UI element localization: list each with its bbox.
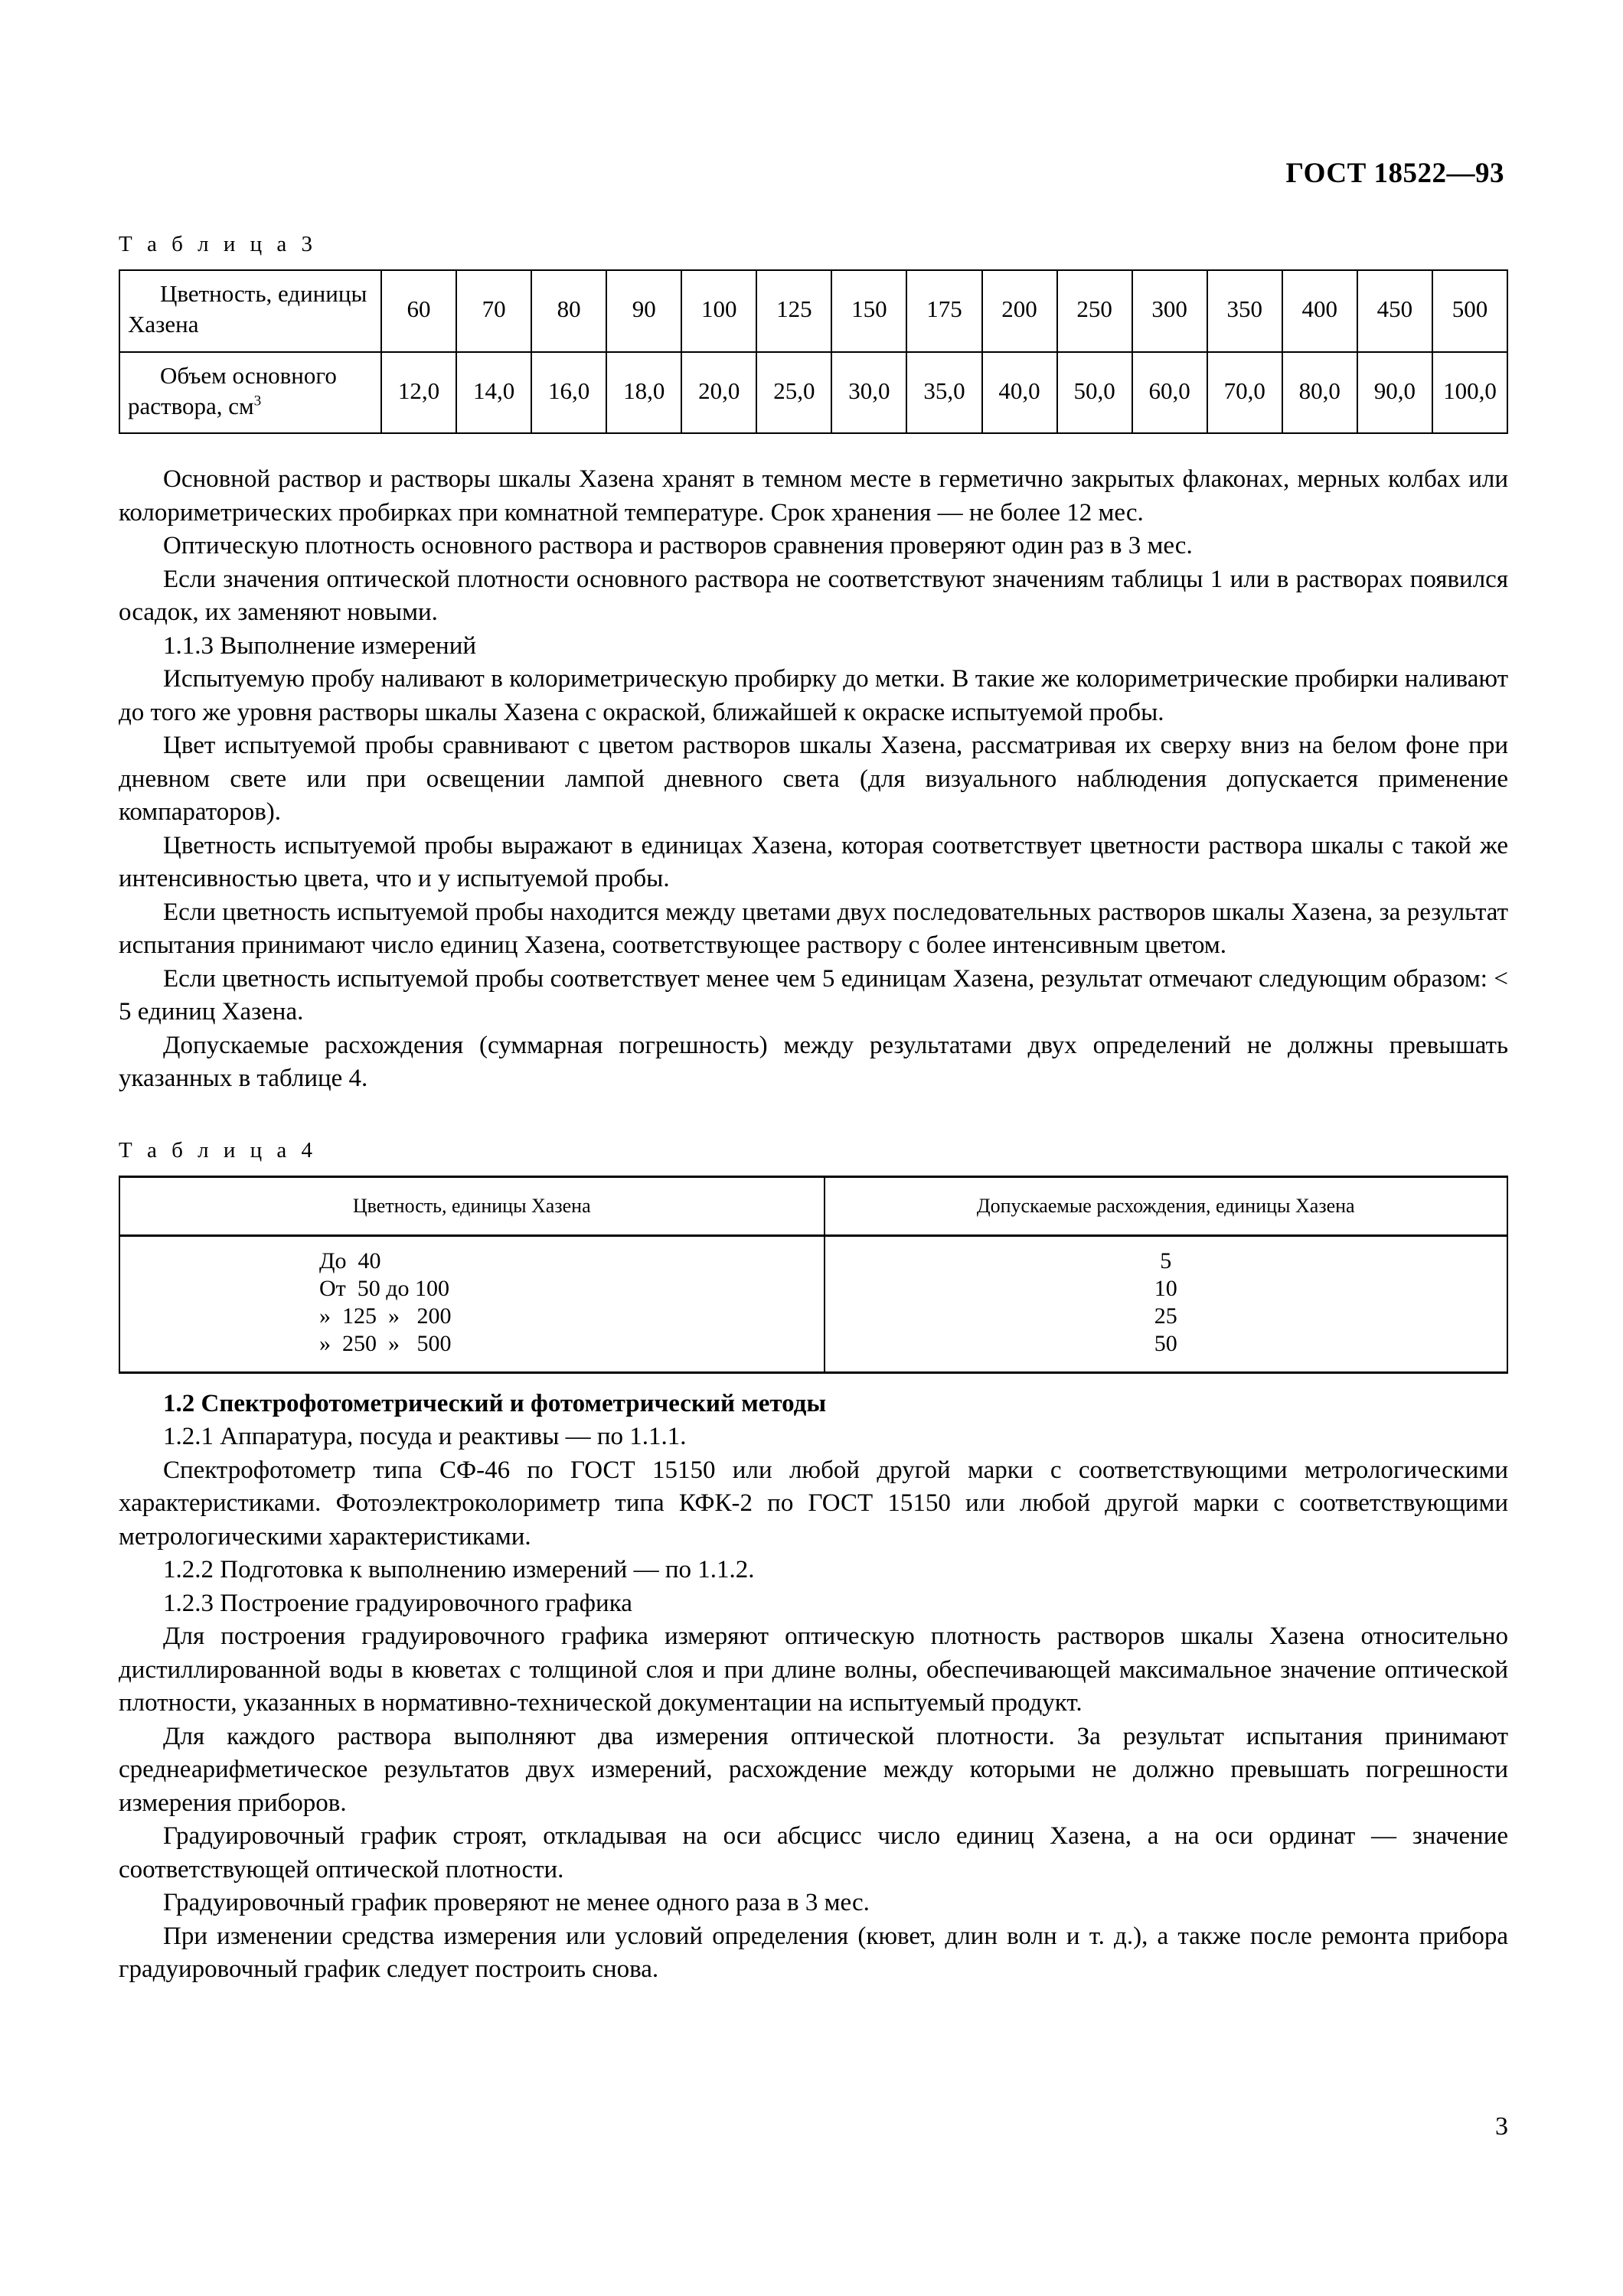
table-3-row-label-volume <box>119 352 381 434</box>
paragraph-two-measurements: Для каждого раствора выполняют два измерения оптической плотности. За результат испытания принимают среднеарифметическое результатов двух измерений, расхождение между которыми не должно превышать погрешности измерения приборов. <box>119 1722 1508 1817</box>
table-3 <box>119 269 1508 434</box>
paragraph-storage: Основной раствор и растворы шкалы Хазена хранят в темном месте в герметично закрытых флаконах, мерных колбах или колориметрических пробирках при комнатной температуре. Срок хранения — не более 12 мес. <box>119 465 1508 527</box>
table-3-color-cell: 125 <box>756 270 831 352</box>
section-heading-1-2-1: 1.2.1 Аппаратура, посуда и реактивы — по 1.1.1. <box>163 1423 687 1451</box>
table-4-caption: Т а б л и ц а 4 <box>119 1137 317 1163</box>
table-3-volume-cell: 100,0 <box>1432 352 1507 434</box>
table-4-header-row <box>119 1176 1507 1235</box>
table-row <box>119 1235 1507 1372</box>
table-3-volume-cell: 25,0 <box>756 352 831 434</box>
table-4-deviation: 25 <box>1154 1303 1177 1329</box>
table-3-volume-cell: 12,0 <box>381 352 456 434</box>
table-4-deviation: 10 <box>1154 1275 1177 1301</box>
table-4-deviations-cell <box>825 1235 1508 1372</box>
page-content <box>119 0 1508 1987</box>
paragraph-color-comparison: Цвет испытуемой пробы сравнивают с цветом растворов шкалы Хазена, рассматривая их сверху вниз на белом фоне при дневном свете или при освещении лампой дневного света (для визуального наблюдения допускается применение компараторов). <box>119 732 1508 827</box>
label-line-2-text: раствора, см <box>128 392 254 419</box>
table-3-color-cell: 60 <box>381 270 456 352</box>
table-3-volume-cell: 35,0 <box>906 352 981 434</box>
paragraph-spectrophotometer: Спектрофотометр типа СФ-46 по ГОСТ 15150 или любой другой марки с соответствующими метрологическими характеристиками. Фотоэлектроколориметр типа КФК-2 по ГОСТ 15150 или любой другой марки с соответствующими метрологическими характеристиками. <box>119 1456 1508 1551</box>
table-3-volume-cell: 60,0 <box>1132 352 1207 434</box>
table-3-color-cell: 400 <box>1282 270 1357 352</box>
table-4-deviation: 5 <box>1160 1247 1172 1274</box>
superscript-3: 3 <box>253 393 262 409</box>
paragraph-sample-pouring: Испытуемую пробу наливают в колориметрическую пробирку до метки. В такие же колориметрические пробирки наливают до того же уровня растворы шкалы Хазена с окраской, ближайшей к окраске испытуемой пробы. <box>119 665 1508 726</box>
label-line-1: Цветность, единицы <box>160 280 367 307</box>
section-heading-1-2-3: 1.2.3 Построение градуировочного графика <box>163 1589 632 1617</box>
paragraph-check-frequency: Градуировочный график проверяют не менее одного раза в 3 мес. <box>163 1889 870 1917</box>
table-4-deviation: 50 <box>1154 1330 1177 1356</box>
section-heading-1-1-3: 1.1.3 Выполнение измерений <box>163 631 477 660</box>
table-row <box>119 270 1507 352</box>
table-3-color-cell: 90 <box>606 270 681 352</box>
table-3-volume-cell: 40,0 <box>982 352 1057 434</box>
table-4-header-color: Цветность, единицы Хазена <box>119 1176 825 1235</box>
paragraph-calibration-curve-build: Для построения градуировочного графика измеряют оптическую плотность растворов шкалы Хазена относительно дистиллированной воды в кюветах с толщиной слоя и при длине волны, обеспечивающей максимальное значение оптической плотности, указанных в нормативно-технической документации на испытуемый продукт. <box>119 1623 1508 1717</box>
paragraph-optical-density-check: Оптическую плотность основного раствора и растворов сравнения проверяют один раз в 3 мес. <box>163 532 1193 560</box>
label-line-2: Хазена <box>128 311 199 338</box>
table-3-color-cell: 300 <box>1132 270 1207 352</box>
table-3-volume-cell: 80,0 <box>1282 352 1357 434</box>
table-3-volume-cell: 14,0 <box>456 352 531 434</box>
paragraph-replace-solutions: Если значения оптической плотности основного раствора не соответствуют значениям таблицы 1 или в растворах появился осадок, их заменяют новыми. <box>119 565 1508 627</box>
table-3-color-cell: 80 <box>531 270 606 352</box>
table-4 <box>119 1176 1508 1374</box>
table-3-color-cell: 450 <box>1357 270 1432 352</box>
paragraph-less-than-five: Если цветность испытуемой пробы соответствует менее чем 5 единицам Хазена, результат отмечают следующим образом: < 5 единиц Хазена. <box>119 964 1508 1026</box>
table-3-color-cell: 150 <box>831 270 906 352</box>
table-row <box>119 352 1507 434</box>
table-3-volume-cell: 16,0 <box>531 352 606 434</box>
label-line-1: Объем основного <box>160 361 337 389</box>
table-3-row-label-color <box>119 270 381 352</box>
table-3-color-cell: 175 <box>906 270 981 352</box>
table-3-caption: Т а б л и ц а 3 <box>119 232 317 256</box>
table-3-volume-cell: 18,0 <box>606 352 681 434</box>
paragraph-axes: Градуировочный график строят, откладывая на оси абсцисс число единиц Хазена, а на оси ординат — значение соответствующей оптической плотности. <box>119 1822 1508 1883</box>
table-3-color-cell: 350 <box>1207 270 1282 352</box>
table-3-color-cell: 70 <box>456 270 531 352</box>
table-3-volume-cell: 70,0 <box>1207 352 1282 434</box>
table-3-color-cell: 100 <box>681 270 756 352</box>
table-3-volume-cell: 20,0 <box>681 352 756 434</box>
table-3-color-cell: 200 <box>982 270 1057 352</box>
table-4-range: » 250 » 500 <box>319 1330 452 1356</box>
table-3-volume-cell: 30,0 <box>831 352 906 434</box>
table-3-color-cell: 500 <box>1432 270 1507 352</box>
table-3-volume-cell: 50,0 <box>1057 352 1132 434</box>
table-4-range: » 125 » 200 <box>319 1303 452 1329</box>
table-4-range: До 40 <box>319 1247 381 1274</box>
table-4-range: От 50 до 100 <box>319 1275 450 1301</box>
section-heading-1-2-2: 1.2.2 Подготовка к выполнению измерений — по 1.1.2. <box>163 1556 755 1584</box>
paragraph-between-two-solutions: Если цветность испытуемой пробы находится между цветами двух последовательных растворов шкалы Хазена, за результат испытания принимают число единиц Хазена, соответствующее раствору с более интенсивным цветом. <box>119 898 1508 960</box>
paragraph-hazen-units: Цветность испытуемой пробы выражают в единицах Хазена, которая соответствует цветности раствора шкалы с такой же интенсивностью цвета, что и у испытуемой пробы. <box>119 831 1508 893</box>
paragraph-rebuild-after-repair: При изменении средства измерения или условий определения (кювет, длин волн и т. д.), а также после ремонта прибора градуировочный график следует построить снова. <box>119 1922 1508 1984</box>
table-3-volume-cell: 90,0 <box>1357 352 1432 434</box>
table-4-header-deviation: Допускаемые расхождения, единицы Хазена <box>825 1176 1508 1235</box>
paragraph-allowed-deviations: Допускаемые расхождения (суммарная погрешность) между результатами двух определений не должны превышать указанных в таблице 4. <box>119 1031 1508 1093</box>
table-4-ranges-cell <box>119 1235 825 1372</box>
standard-number-header: ГОСТ 18522—93 <box>1285 158 1504 189</box>
label-line-2 <box>120 391 380 422</box>
section-heading-1-2: 1.2 Спектрофотометрический и фотометрический методы <box>163 1389 827 1417</box>
table-3-color-cell: 250 <box>1057 270 1132 352</box>
page-number: 3 <box>1495 2112 1508 2141</box>
